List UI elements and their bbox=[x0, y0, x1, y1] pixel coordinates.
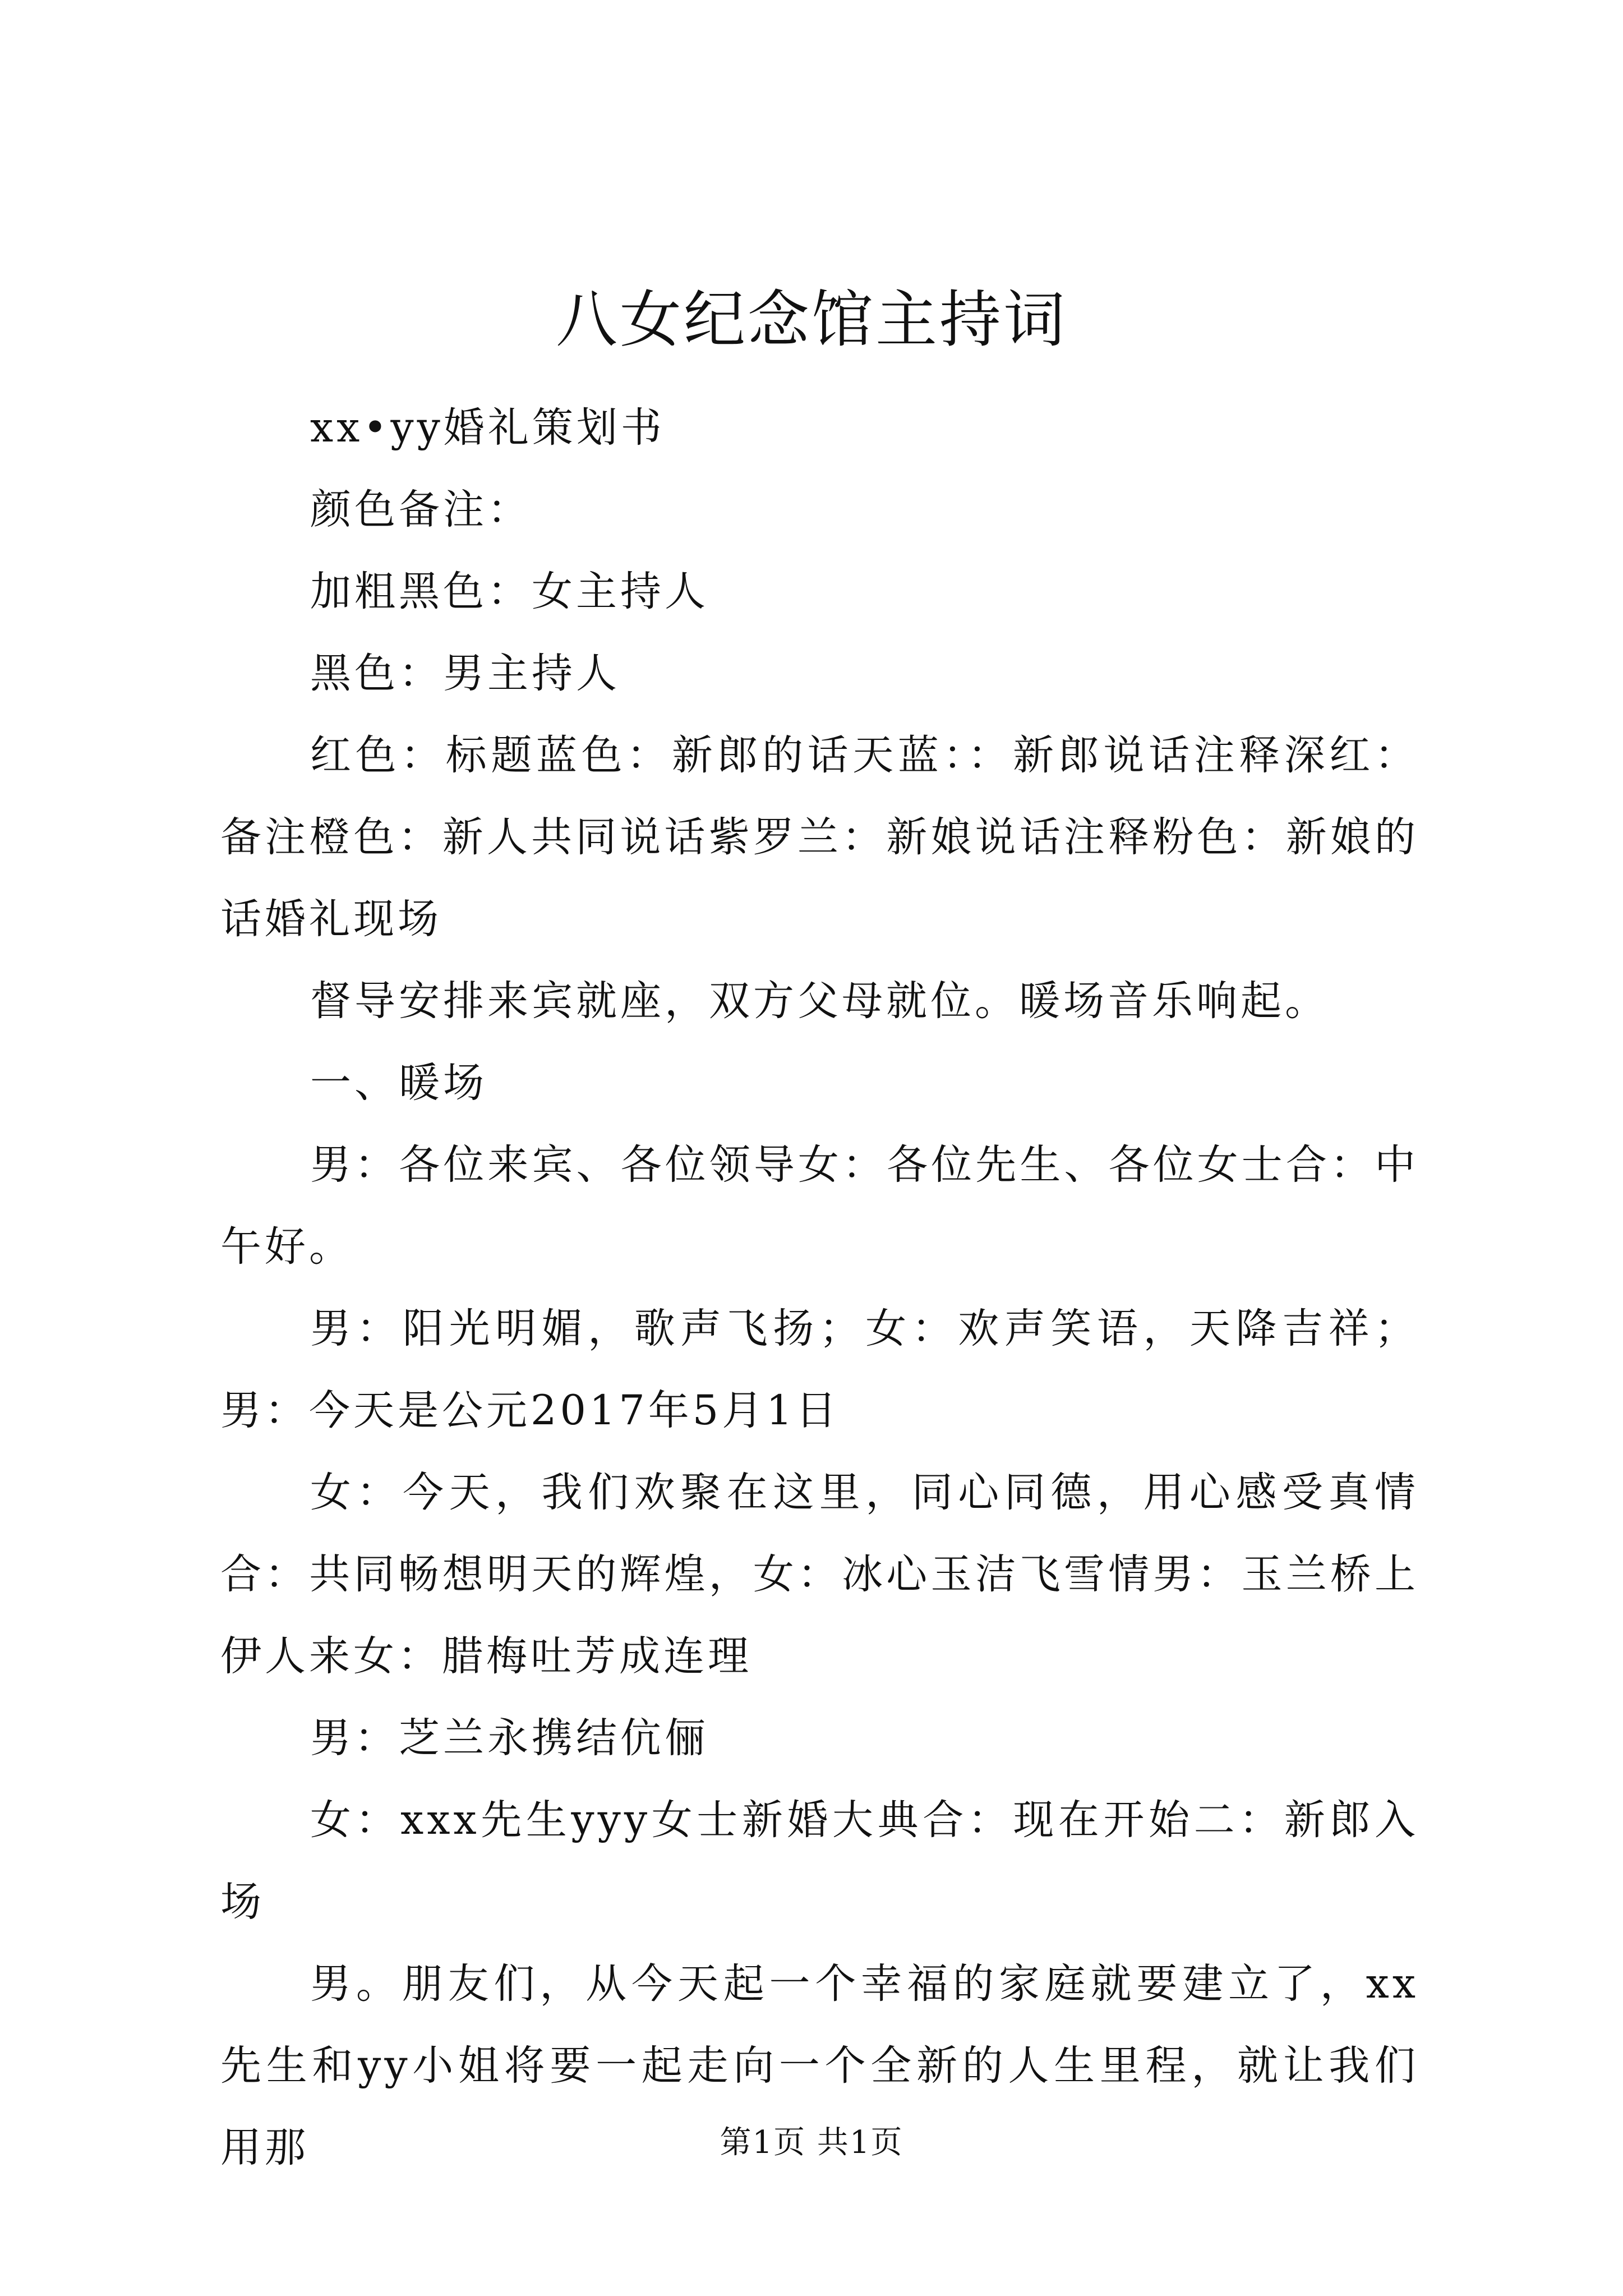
paragraph: 加粗黑色：女主持人 bbox=[310, 568, 709, 615]
paragraph: 女：今天，我们欢聚在这里，同心同德，用心感受真情合：共同畅想明天的辉煌，女：冰心玉洁飞雪情男：玉兰桥上伊人来女：腊梅吐芳成连理 bbox=[220, 1469, 1419, 1680]
paragraph: 男：芝兰永携结伉俪 bbox=[310, 1714, 709, 1762]
paragraph: 督导安排来宾就座，双方父母就位。暖场音乐响起。 bbox=[310, 977, 1329, 1025]
paragraph: 男：阳光明媚，歌声飞扬；女：欢声笑语，天降吉祥；男：今天是公元2017年5月1日 bbox=[220, 1305, 1419, 1434]
page-footer: 第1页 共1页 bbox=[720, 2124, 903, 2161]
paragraph: 男。朋友们，从今天起一个幸福的家庭就要建立了，xx先生和yy小姐将要一起走向一个全新的人生里程，就让我们用那 bbox=[220, 1960, 1419, 2171]
paragraph: 女：xxx先生yyy女士新婚大典合：现在开始二：新郎入场 bbox=[220, 1796, 1419, 1926]
paragraph: 红色：标题蓝色：新郎的话天蓝：：新郎说话注释深红：备注橙色：新人共同说话紫罗兰：新娘说话注释粉色：新娘的话婚礼现场 bbox=[220, 731, 1419, 943]
paragraph: 男：各位来宾、各位领导女：各位先生、各位女士合：中午好。 bbox=[220, 1141, 1419, 1271]
paragraph: 一、暖场 bbox=[310, 1059, 487, 1107]
document-body bbox=[220, 387, 1419, 2189]
paragraph: 颜色备注： bbox=[310, 486, 532, 533]
paragraph: xx•yy婚礼策划书 bbox=[310, 404, 665, 452]
document-title: 八女纪念馆主持词 bbox=[556, 284, 1067, 356]
paragraph: 黑色：男主持人 bbox=[310, 650, 620, 697]
